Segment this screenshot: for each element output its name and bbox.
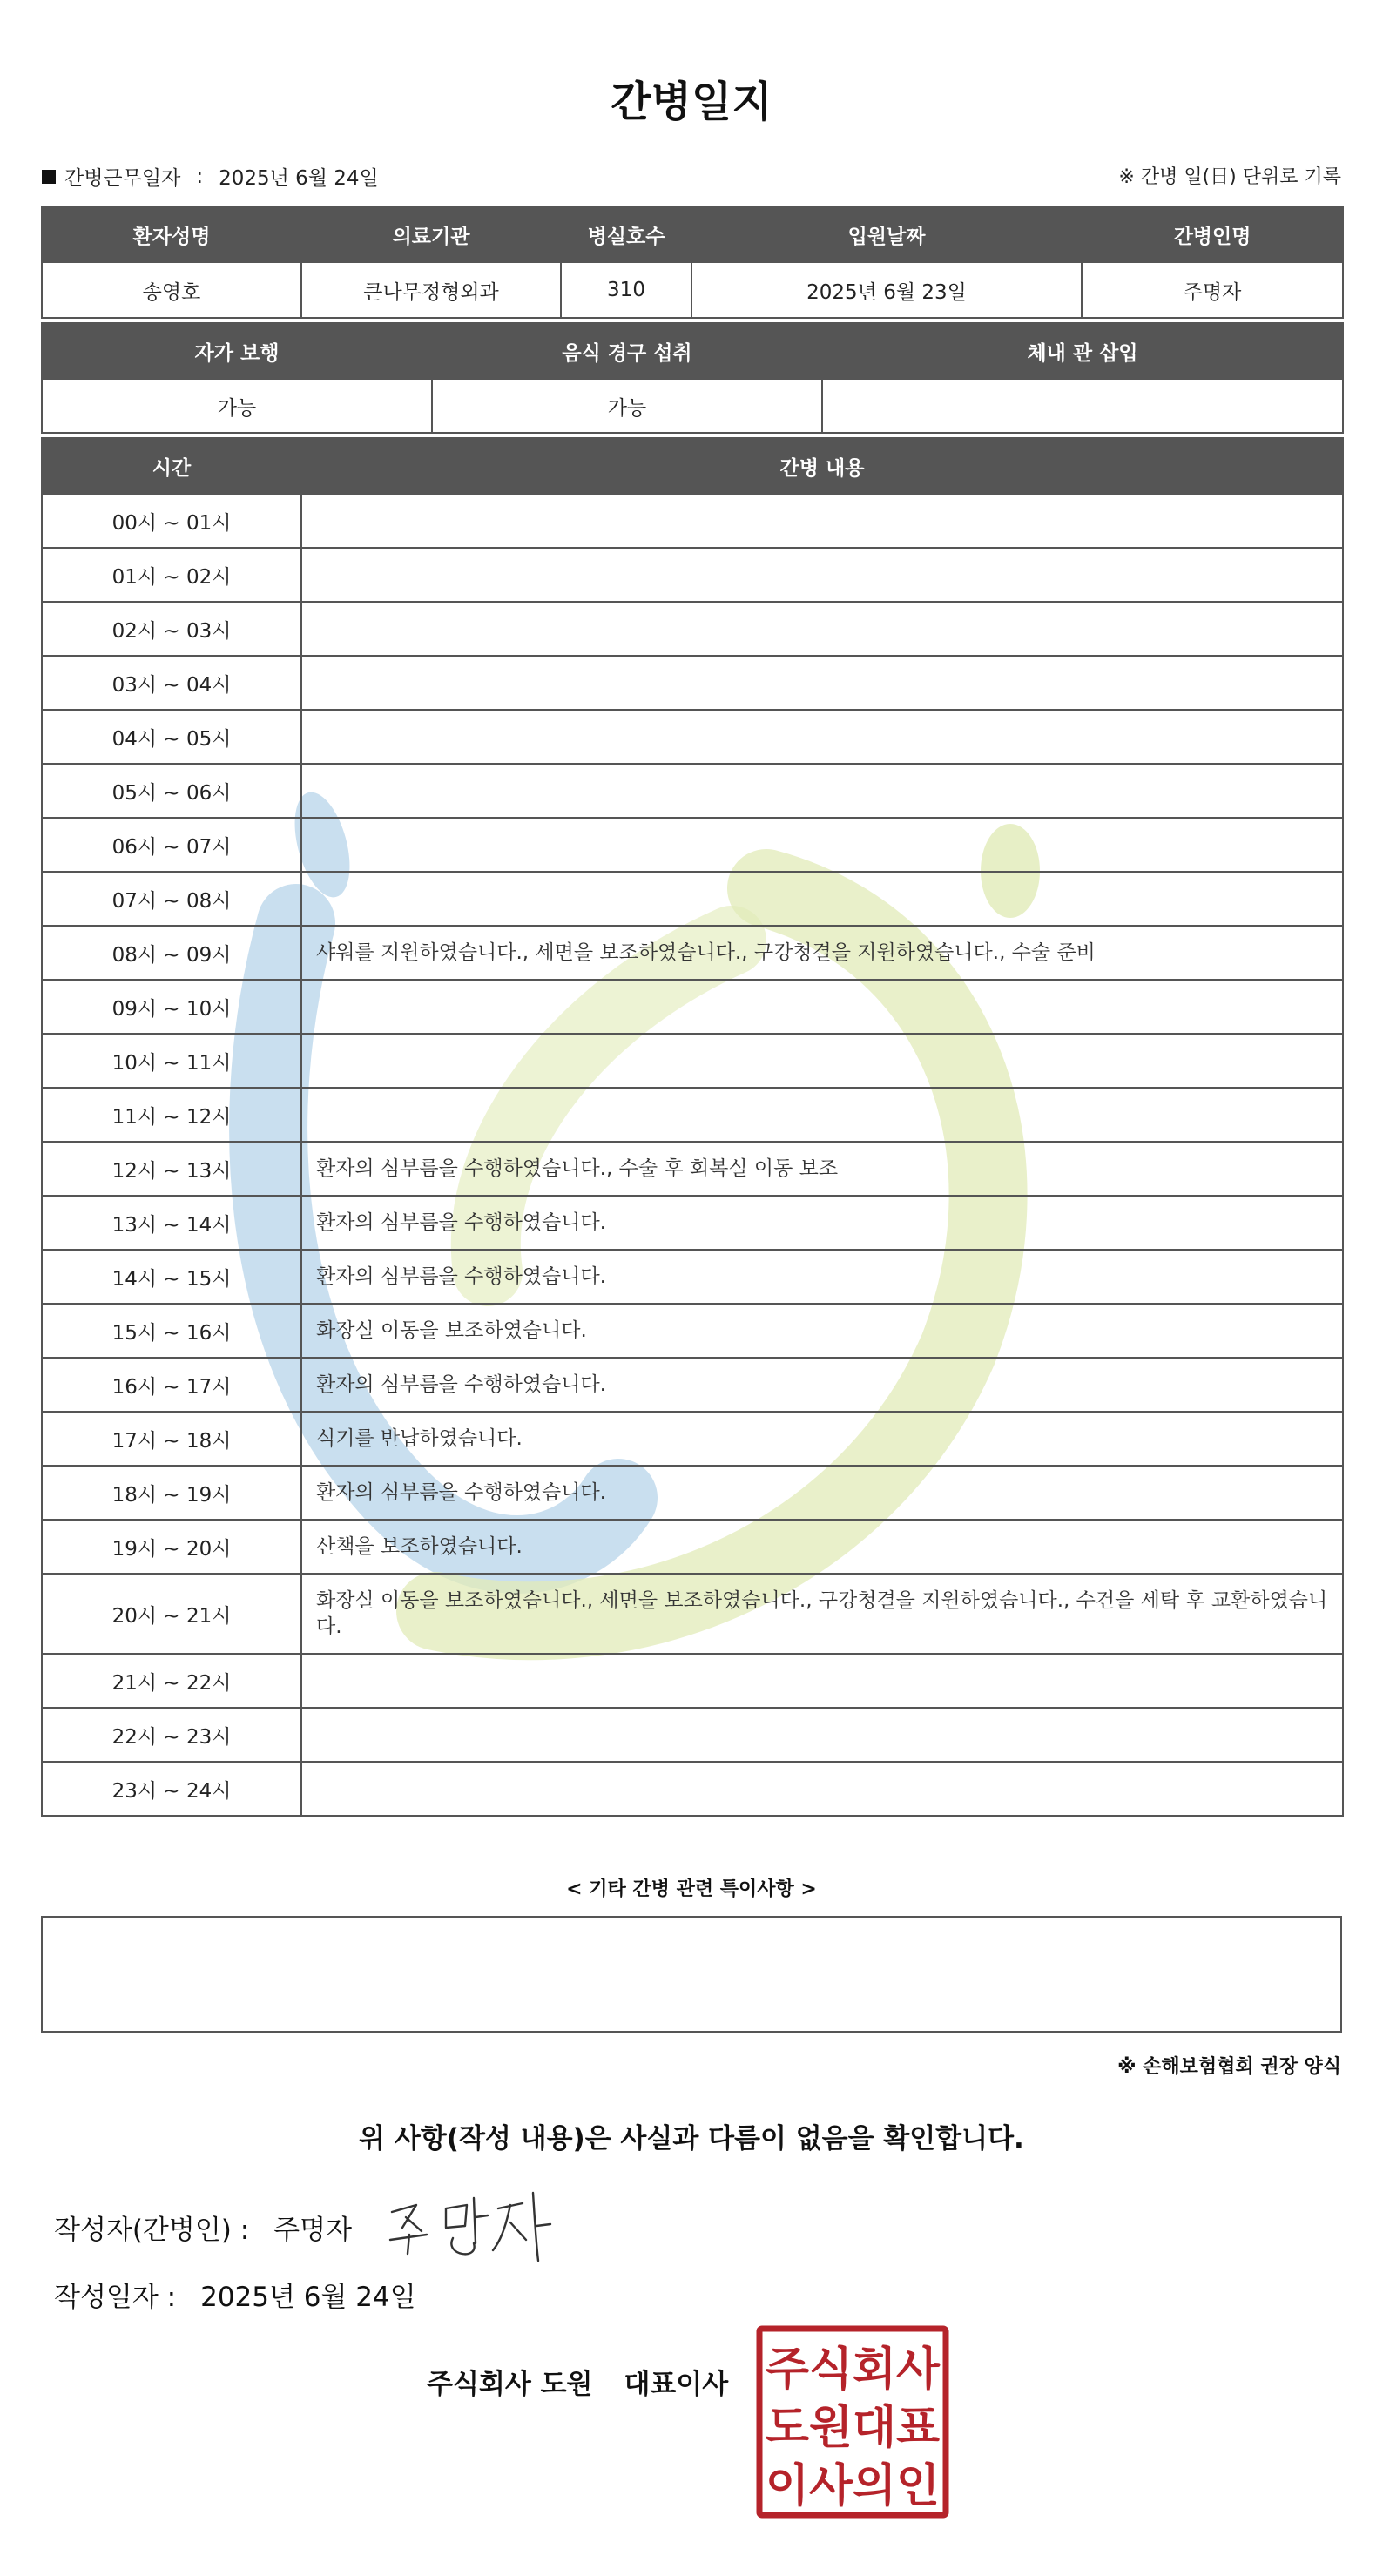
header-caregiver-name: 간병인명: [1082, 206, 1343, 262]
table-row: [42, 1654, 1343, 1708]
time-cell: 04시 ~ 05시: [42, 710, 301, 764]
header-walking: 자가 보행: [42, 323, 432, 379]
walking-value: 가능: [42, 379, 432, 433]
written-date-label: 작성일자 :: [54, 2282, 177, 2313]
caregiver-name: 주명자: [1082, 262, 1343, 318]
table-row: [42, 1304, 1343, 1358]
care-content-cell: 환자의 심부름을 수행하였습니다.: [301, 1196, 1343, 1250]
time-cell: 09시 ~ 10시: [42, 980, 301, 1034]
writer-row: [54, 2208, 352, 2247]
care-content-cell: 산책을 보조하였습니다.: [301, 1520, 1343, 1574]
patient-ability-table: [41, 322, 1344, 434]
time-cell: 02시 ~ 03시: [42, 602, 301, 656]
care-content-cell: [301, 710, 1343, 764]
time-cell: 14시 ~ 15시: [42, 1250, 301, 1304]
page-title: 간병일지: [611, 78, 772, 126]
header-oral-intake: 음식 경구 섭취: [432, 323, 822, 379]
tube-insertion-value: [822, 379, 1343, 433]
time-cell: 21시 ~ 22시: [42, 1654, 301, 1708]
time-cell: 12시 ~ 13시: [42, 1142, 301, 1196]
patient-name: 송영호: [42, 262, 301, 318]
care-content-cell: [301, 764, 1343, 818]
table-row: [42, 1034, 1343, 1088]
table-row: [42, 872, 1343, 926]
care-content-cell: [301, 1654, 1343, 1708]
care-content-cell: [301, 1708, 1343, 1762]
time-cell: 16시 ~ 17시: [42, 1358, 301, 1412]
table-row: [42, 494, 1343, 548]
care-content-cell: [301, 1762, 1343, 1816]
care-content-cell: 환자의 심부름을 수행하였습니다.: [301, 1250, 1343, 1304]
care-content-cell: [301, 1034, 1343, 1088]
table-row: [42, 1142, 1343, 1196]
table-row: [42, 1088, 1343, 1142]
seal-line-1: 주식회사: [766, 2343, 941, 2396]
patient-info-table: [41, 206, 1344, 319]
header-tube-insertion: 체내 관 삽입: [822, 323, 1343, 379]
care-content-cell: 환자의 심부름을 수행하였습니다.: [301, 1358, 1343, 1412]
handwritten-signature: [383, 2177, 557, 2264]
time-cell: 06시 ~ 07시: [42, 818, 301, 872]
header-patient-name: 환자성명: [42, 206, 301, 262]
header-room-number: 병실호수: [561, 206, 692, 262]
care-content-cell: [301, 548, 1343, 602]
company-row: [427, 2362, 728, 2401]
care-content-cell: [301, 494, 1343, 548]
room-number: 310: [561, 262, 692, 318]
time-cell: 19시 ~ 20시: [42, 1520, 301, 1574]
care-content-cell: [301, 602, 1343, 656]
time-cell: 23시 ~ 24시: [42, 1762, 301, 1816]
care-content-cell: [301, 872, 1343, 926]
table-row: [42, 926, 1343, 980]
work-date-row: [42, 162, 379, 191]
table-row: [42, 764, 1343, 818]
recommended-form-note: ※ 손해보험협회 권장 양식: [1117, 2056, 1341, 2078]
care-content-cell: 화장실 이동을 보조하였습니다.: [301, 1304, 1343, 1358]
time-cell: 03시 ~ 04시: [42, 656, 301, 710]
oral-intake-value: 가능: [432, 379, 822, 433]
care-log-table: [41, 437, 1344, 1817]
writer-name: 주명자: [273, 2215, 353, 2246]
time-cell: 18시 ~ 19시: [42, 1466, 301, 1520]
seal-line-3: 이사의인: [766, 2460, 940, 2512]
table-row: [42, 602, 1343, 656]
table-row: [42, 1520, 1343, 1574]
special-notes-title: < 기타 간병 관련 특이사항 >: [566, 1878, 817, 1900]
table-row: [42, 818, 1343, 872]
time-cell: 11시 ~ 12시: [42, 1088, 301, 1142]
time-cell: 13시 ~ 14시: [42, 1196, 301, 1250]
header-time: 시간: [42, 438, 301, 494]
table-row: [42, 548, 1343, 602]
seal-line-2: 도원대표: [766, 2402, 940, 2454]
square-bullet-icon: [42, 170, 56, 184]
care-content-cell: [301, 656, 1343, 710]
care-content-cell: [301, 818, 1343, 872]
table-row: [42, 1358, 1343, 1412]
care-content-cell: 샤워를 지원하였습니다., 세면을 보조하였습니다., 구강청결을 지원하였습니다., 수술 준비: [301, 926, 1343, 980]
time-cell: 17시 ~ 18시: [42, 1412, 301, 1466]
care-content-cell: 식기를 반납하였습니다.: [301, 1412, 1343, 1466]
work-date-colon: :: [196, 165, 204, 188]
work-date-label: 간병근무일자: [64, 167, 181, 190]
confirmation-statement: 위 사항(작성 내용)은 사실과 다름이 없음을 확인합니다.: [359, 2123, 1024, 2155]
time-cell: 00시 ~ 01시: [42, 494, 301, 548]
header-care-content: 간병 내용: [301, 438, 1343, 494]
header-admission-date: 입원날짜: [692, 206, 1082, 262]
special-notes-box: [41, 1916, 1342, 2033]
time-cell: 22시 ~ 23시: [42, 1708, 301, 1762]
care-content-cell: 환자의 심부름을 수행하였습니다.: [301, 1466, 1343, 1520]
unit-note: ※ 간병 일(日) 단위로 기록: [1118, 166, 1341, 188]
time-cell: 01시 ~ 02시: [42, 548, 301, 602]
time-cell: 05시 ~ 06시: [42, 764, 301, 818]
written-date-row: [54, 2275, 416, 2314]
care-content-cell: [301, 980, 1343, 1034]
written-date-value: 2025년 6월 24일: [200, 2282, 416, 2313]
care-content-cell: 화장실 이동을 보조하였습니다., 세면을 보조하였습니다., 구강청결을 지원하였습니다., 수건을 세탁 후 교환하였습니다.: [301, 1574, 1343, 1654]
table-row: [42, 1196, 1343, 1250]
ceo-title: 대표이사: [624, 2369, 729, 2400]
time-cell: 20시 ~ 21시: [42, 1574, 301, 1654]
table-row: [42, 1412, 1343, 1466]
time-cell: 10시 ~ 11시: [42, 1034, 301, 1088]
care-content-cell: [301, 1088, 1343, 1142]
care-content-cell: 환자의 심부름을 수행하였습니다., 수술 후 회복실 이동 보조: [301, 1142, 1343, 1196]
table-row: [42, 1466, 1343, 1520]
admission-date: 2025년 6월 23일: [692, 262, 1082, 318]
company-seal-stamp: [754, 2323, 951, 2520]
header-hospital: 의료기관: [301, 206, 561, 262]
hospital-name: 큰나무정형외과: [301, 262, 561, 318]
company-name: 주식회사 도원: [427, 2369, 593, 2400]
writer-label: 작성자(간병인) :: [54, 2215, 250, 2246]
table-row: [42, 710, 1343, 764]
table-row: [42, 656, 1343, 710]
table-row: [42, 980, 1343, 1034]
time-cell: 07시 ~ 08시: [42, 872, 301, 926]
table-row: [42, 1574, 1343, 1654]
table-row: [42, 1708, 1343, 1762]
time-cell: 08시 ~ 09시: [42, 926, 301, 980]
time-cell: 15시 ~ 16시: [42, 1304, 301, 1358]
work-date-value: 2025년 6월 24일: [219, 167, 379, 190]
table-row: [42, 1250, 1343, 1304]
table-row: [42, 1762, 1343, 1816]
